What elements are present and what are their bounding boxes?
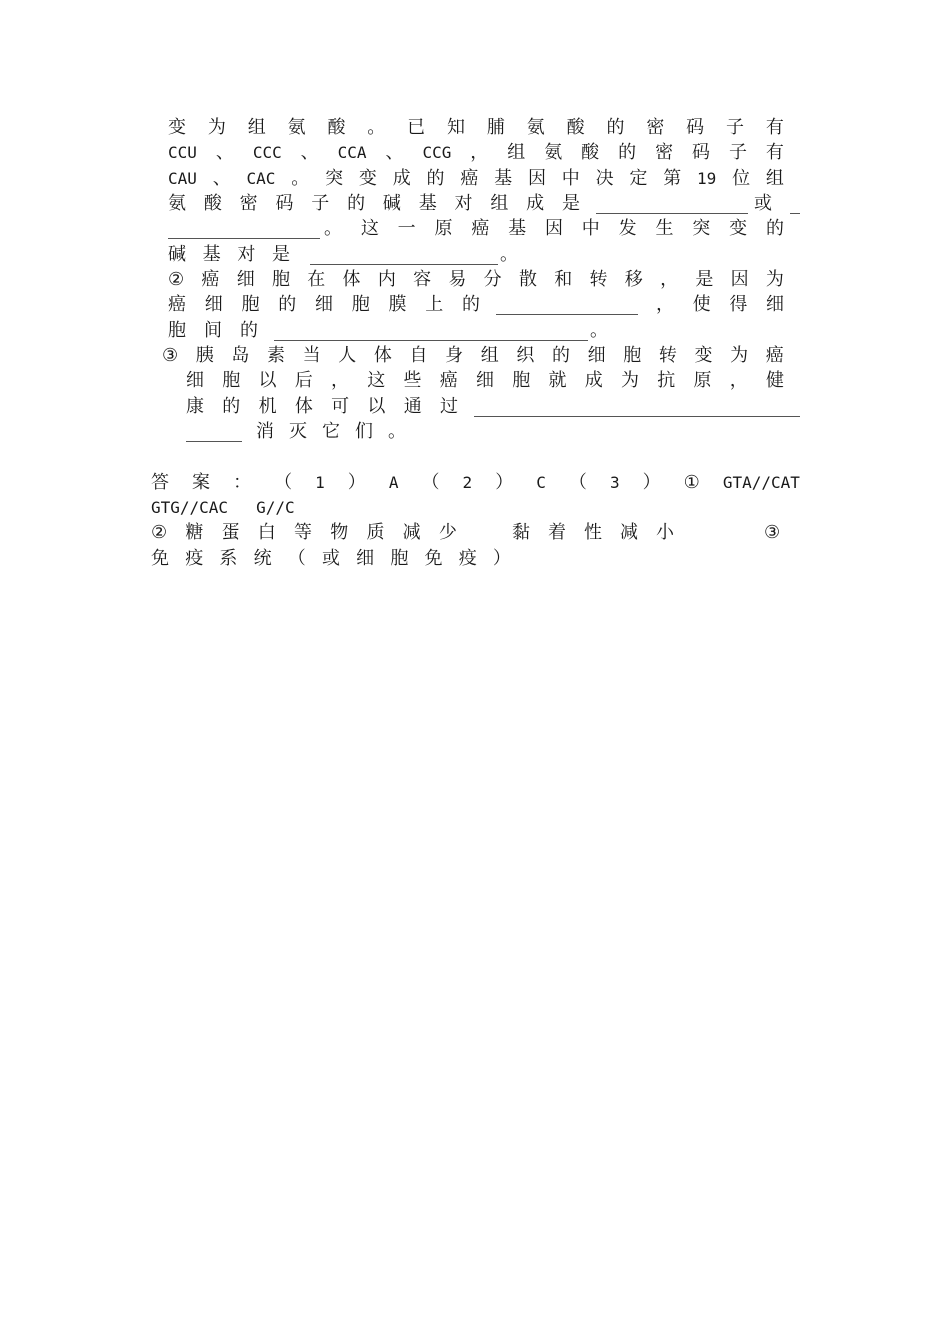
answer-line-1-token: 案: [192, 472, 211, 493]
question-line-10-token: 岛: [231, 345, 250, 366]
question-line-8a-token: 上: [425, 294, 444, 315]
question-line-12-token: 机: [258, 396, 277, 417]
question-line-12-token: 康: [186, 396, 204, 417]
question-line-7-token: 是: [695, 269, 714, 290]
question-line-1-token: 酸: [566, 117, 585, 138]
question-line-2-token: CCC: [252, 143, 282, 162]
answer-line-3a-token: 白: [257, 522, 276, 543]
answer-line-3a-token: ②: [151, 522, 168, 543]
question-line-10-token: 身: [445, 345, 464, 366]
question-line-1-token: 组: [247, 117, 266, 138]
question-line-2-token: 组: [507, 142, 526, 163]
question-line-10-token: 素: [267, 345, 286, 366]
question-line-11-token: 细: [476, 370, 494, 391]
question-line-8b-token: 细: [765, 294, 784, 315]
question-line-2-token: CCG: [422, 143, 452, 162]
question-line-11-token: 胞: [222, 370, 241, 391]
question-line-4-or: 或: [754, 193, 772, 214]
question-line-6-token: 对: [237, 244, 256, 265]
question-line-6-token: 基: [202, 244, 221, 265]
question-line-4-token: 子: [311, 193, 330, 214]
answer-line-1-token: ：: [233, 472, 252, 493]
answer-line-3b-token: 黏: [512, 522, 530, 543]
question-line-7-token: 体: [342, 269, 361, 290]
question-line-5-token: 突: [692, 218, 711, 239]
question-line-11-token: 这: [367, 370, 386, 391]
answer-blank-8: [496, 296, 638, 315]
question-line-2-token: 的: [618, 142, 637, 163]
question-line-7-token: 和: [554, 269, 573, 290]
question-line-3-token: 决: [595, 168, 614, 189]
question-line-5-token: 。: [324, 218, 342, 239]
question-line-12-token: 的: [222, 396, 241, 417]
question-line-1-token: 氨: [526, 117, 545, 138]
question-line-2: [168, 140, 784, 165]
question-line-11-token: 抗: [657, 370, 676, 391]
answer-line-4-token: 或: [321, 548, 340, 569]
question-line-1-token: 氨: [287, 117, 306, 138]
question-line-5-token: 一: [397, 218, 416, 239]
question-line-10-token: 为: [730, 345, 749, 366]
question-line-7-token: 因: [730, 269, 749, 290]
answer-line-4-token: ）: [492, 548, 511, 569]
question-line-10-token: 胰: [195, 345, 214, 366]
question-line-9-token: 胞: [168, 320, 186, 341]
answer-line-1-token: ）: [347, 472, 366, 493]
answer-line-3b: [512, 520, 674, 545]
question-line-10-token: 当: [302, 345, 321, 366]
answer-blank-9: [274, 322, 588, 341]
answer-line-4-token: 免: [424, 548, 443, 569]
answer-line-1-token: GTA//CAT: [722, 473, 800, 492]
question-line-7-token: 易: [448, 269, 467, 290]
answer-blank-4b: [790, 195, 800, 214]
question-line-11-token: 为: [621, 370, 639, 391]
question-line-1-token: 知: [447, 117, 466, 138]
question-line-3-token: 基: [494, 168, 513, 189]
answer-line-3c: ③: [764, 522, 781, 543]
question-line-6-token: 是: [271, 244, 290, 265]
answer-line-3a-token: 糖: [185, 522, 204, 543]
question-line-8a-token: 胞: [241, 294, 260, 315]
question-line-5-token: 生: [655, 218, 674, 239]
question-line-3-token: 的: [426, 168, 445, 189]
answer-line-1-token: （: [568, 472, 587, 493]
answer-line-2-item-1: GTG//CAC: [151, 498, 229, 517]
question-line-10-token: 转: [658, 345, 677, 366]
answer-blank-5: [168, 220, 320, 239]
question-line-11-token: 以: [258, 370, 277, 391]
question-line-7-token: 散: [518, 269, 537, 290]
question-line-4-token: 的: [347, 193, 366, 214]
question-line-12-token: 通: [403, 396, 422, 417]
question-line-11-token: 健: [766, 370, 784, 391]
question-line-9-end: 。: [590, 320, 608, 341]
answer-line-1-token: ①: [683, 472, 700, 493]
question-line-4: [168, 191, 580, 216]
question-line-11-token: ，: [331, 370, 349, 391]
answer-line-4-token: 胞: [390, 548, 409, 569]
question-line-2-token: 氨: [544, 142, 563, 163]
question-line-3-token: 变: [358, 168, 377, 189]
answer-line-3a-token: 减: [402, 522, 421, 543]
question-line-3-token: 定: [629, 168, 648, 189]
question-line-3-token: CAU: [168, 169, 197, 188]
question-line-1: [168, 115, 784, 140]
question-line-1-token: 已: [407, 117, 426, 138]
answer-line-1-token: ）: [495, 472, 514, 493]
question-line-3-token: 组: [765, 168, 784, 189]
answer-line-4-token: 免: [151, 548, 169, 569]
answer-line-3b-token: 着: [548, 522, 566, 543]
question-line-7-token: 在: [307, 269, 326, 290]
question-line-11-token: 细: [186, 370, 204, 391]
question-line-7-token: 转: [589, 269, 608, 290]
question-line-5-token: 发: [618, 218, 637, 239]
answer-blank-13: [186, 423, 242, 442]
question-line-4-token: 码: [275, 193, 294, 214]
question-line-10-token: 的: [552, 345, 571, 366]
question-line-2-token: 、: [215, 142, 234, 163]
question-line-2-token: 、: [300, 142, 319, 163]
question-line-2-token: 子: [728, 142, 747, 163]
question-line-8b-token: 得: [729, 294, 748, 315]
question-line-13-token: 们: [355, 421, 373, 442]
answer-line-2-item-2: G//C: [256, 498, 295, 517]
question-line-1-token: 变: [168, 117, 186, 138]
question-line-3-token: 突: [325, 168, 344, 189]
question-line-1-token: 密: [646, 117, 665, 138]
question-line-3-token: 因: [527, 168, 546, 189]
question-line-12-token: 过: [439, 396, 458, 417]
question-line-10-token: 自: [409, 345, 428, 366]
question-line-2-token: CCU: [168, 143, 197, 162]
question-line-1-token: 酸: [327, 117, 346, 138]
question-line-1-token: 。: [367, 117, 386, 138]
answer-line-1-token: 2: [462, 473, 473, 492]
question-line-5-token: 变: [729, 218, 748, 239]
question-line-7-token: ②: [168, 269, 185, 290]
question-line-3-token: CAC: [246, 169, 276, 188]
question-line-8a-token: 膜: [388, 294, 407, 315]
question-line-11-token: 就: [548, 370, 567, 391]
answer-line-1-token: 1: [315, 473, 325, 492]
answer-line-4-token: 细: [356, 548, 375, 569]
question-line-1-token: 有: [765, 117, 784, 138]
question-line-13: [256, 419, 406, 444]
answer-line-2: [151, 495, 295, 520]
answer-line-3a-token: 少: [438, 522, 457, 543]
answer-line-3b-token: 小: [656, 522, 674, 543]
question-line-5-token: 原: [434, 218, 453, 239]
question-line-10-token: 细: [587, 345, 606, 366]
question-line-4-token: 是: [561, 193, 580, 214]
question-line-5-token: 的: [765, 218, 784, 239]
question-line-8a: [168, 292, 480, 317]
answer-line-4-token: 疫: [185, 548, 204, 569]
answer-line-3b-token: 减: [620, 522, 638, 543]
question-line-4-token: 成: [526, 193, 545, 214]
answer-line-1: [151, 470, 800, 495]
question-line-8a-token: 的: [462, 294, 480, 315]
answer-line-1-token: A: [388, 473, 399, 492]
answer-line-4: [151, 546, 511, 571]
answer-line-4-token: 系: [219, 548, 238, 569]
question-line-1-token: 子: [726, 117, 745, 138]
question-line-3-token: 。: [291, 168, 310, 189]
question-line-7-token: 移: [624, 269, 643, 290]
answer-line-3a-token: 蛋: [221, 522, 240, 543]
question-line-3-token: 癌: [460, 168, 479, 189]
question-line-3-token: 、: [212, 168, 231, 189]
question-line-7-token: 容: [413, 269, 432, 290]
question-line-8a-token: 细: [204, 294, 223, 315]
question-line-4-token: 基: [418, 193, 437, 214]
question-line-10: [162, 343, 784, 368]
question-line-11-token: 胞: [512, 370, 531, 391]
answer-line-3a-token: 物: [330, 522, 349, 543]
question-line-3-token: 成: [392, 168, 411, 189]
question-line-11-token: 些: [403, 370, 422, 391]
question-line-10-token: 体: [373, 345, 392, 366]
question-line-5-token: 癌: [471, 218, 490, 239]
question-line-12-token: 体: [294, 396, 313, 417]
question-line-1-token: 为: [207, 117, 226, 138]
answer-line-3a-token: 等: [294, 522, 313, 543]
answer-line-3b-token: 性: [584, 522, 602, 543]
question-line-9: [168, 318, 258, 343]
question-line-4-token: 密: [239, 193, 258, 214]
question-line-10-token: 变: [694, 345, 713, 366]
answer-line-4-token: （: [287, 548, 306, 569]
question-line-13-token: 消: [256, 421, 274, 442]
question-line-5-token: 基: [508, 218, 527, 239]
question-line-3-token: 位: [732, 168, 751, 189]
question-line-8a-token: 癌: [168, 294, 186, 315]
question-line-12-token: 以: [367, 396, 386, 417]
question-line-5: [324, 216, 784, 241]
answer-line-1-token: （: [274, 472, 293, 493]
question-line-7-token: 胞: [271, 269, 290, 290]
question-line-7-token: ，: [660, 269, 679, 290]
question-line-13-token: 灭: [289, 421, 307, 442]
answer-blank-4a: [596, 195, 748, 214]
question-line-11-token: 后: [294, 370, 313, 391]
question-line-8b: [656, 292, 784, 317]
question-line-8a-token: 的: [278, 294, 297, 315]
question-line-6-token: 碱: [168, 244, 186, 265]
answer-line-1-token: 答: [151, 472, 169, 493]
question-line-5-token: 中: [581, 218, 600, 239]
question-line-7-token: 内: [377, 269, 396, 290]
question-line-8b-token: ，: [656, 294, 674, 315]
question-line-6-end: 。: [500, 244, 518, 265]
question-line-5-token: 这: [360, 218, 379, 239]
question-line-7: [168, 267, 784, 292]
question-line-8b-token: 使: [692, 294, 711, 315]
question-line-2-token: 密: [655, 142, 674, 163]
question-line-11-token: ，: [729, 370, 748, 391]
question-line-10-token: 人: [338, 345, 357, 366]
question-line-6: [168, 242, 290, 267]
answer-blank-6: [310, 246, 498, 265]
question-line-11: [186, 368, 784, 393]
question-line-8a-token: 细: [315, 294, 333, 315]
answer-line-4-token: 疫: [458, 548, 477, 569]
question-line-4-token: 酸: [203, 193, 222, 214]
question-line-3-token: 第: [663, 168, 682, 189]
question-line-13-token: 它: [322, 421, 340, 442]
question-line-10-token: ③: [162, 345, 179, 366]
question-line-4-token: 碱: [382, 193, 401, 214]
question-line-3: [168, 166, 784, 191]
question-line-9-token: 间: [204, 320, 222, 341]
question-line-11-token: 成: [584, 370, 603, 391]
question-line-12: [186, 394, 458, 419]
question-line-2-token: 、: [385, 142, 404, 163]
question-line-1-token: 码: [686, 117, 705, 138]
question-line-3-token: 中: [561, 168, 580, 189]
question-line-9-token: 的: [240, 320, 258, 341]
question-line-7-token: 癌: [201, 269, 220, 290]
question-line-4-token: 氨: [168, 193, 186, 214]
question-line-8a-token: 胞: [351, 294, 370, 315]
answer-line-1-token: （: [421, 472, 440, 493]
question-line-7-token: 分: [483, 269, 502, 290]
question-line-2-token: 有: [765, 142, 784, 163]
answer-line-1-token: ）: [642, 472, 661, 493]
question-line-11-token: 原: [693, 370, 712, 391]
answer-line-3a-token: 质: [366, 522, 385, 543]
question-line-7-token: 为: [765, 269, 784, 290]
question-line-1-token: 的: [606, 117, 625, 138]
question-line-10-token: 胞: [623, 345, 642, 366]
question-line-5-token: 因: [544, 218, 563, 239]
question-line-2-token: 酸: [581, 142, 600, 163]
question-line-3-token: 19: [697, 169, 717, 188]
question-line-7-token: 细: [236, 269, 255, 290]
question-line-11-token: 癌: [439, 370, 458, 391]
question-line-10-token: 织: [516, 345, 535, 366]
question-line-10-token: 癌: [765, 345, 784, 366]
question-line-2-token: ，: [470, 142, 489, 163]
answer-line-3a: [151, 520, 457, 545]
question-line-2-token: CCA: [337, 143, 367, 162]
question-line-4-token: 对: [454, 193, 473, 214]
question-line-10-token: 组: [480, 345, 499, 366]
question-line-1-token: 脯: [486, 117, 505, 138]
answer-line-1-token: C: [536, 473, 546, 492]
answer-blank-12: [474, 398, 800, 417]
question-line-13-token: 。: [388, 421, 406, 442]
question-line-4-token: 组: [490, 193, 509, 214]
answer-line-1-token: 3: [609, 473, 620, 492]
answer-line-4-token: 统: [253, 548, 272, 569]
question-line-12-token: 可: [331, 396, 350, 417]
question-line-2-token: 码: [692, 142, 711, 163]
